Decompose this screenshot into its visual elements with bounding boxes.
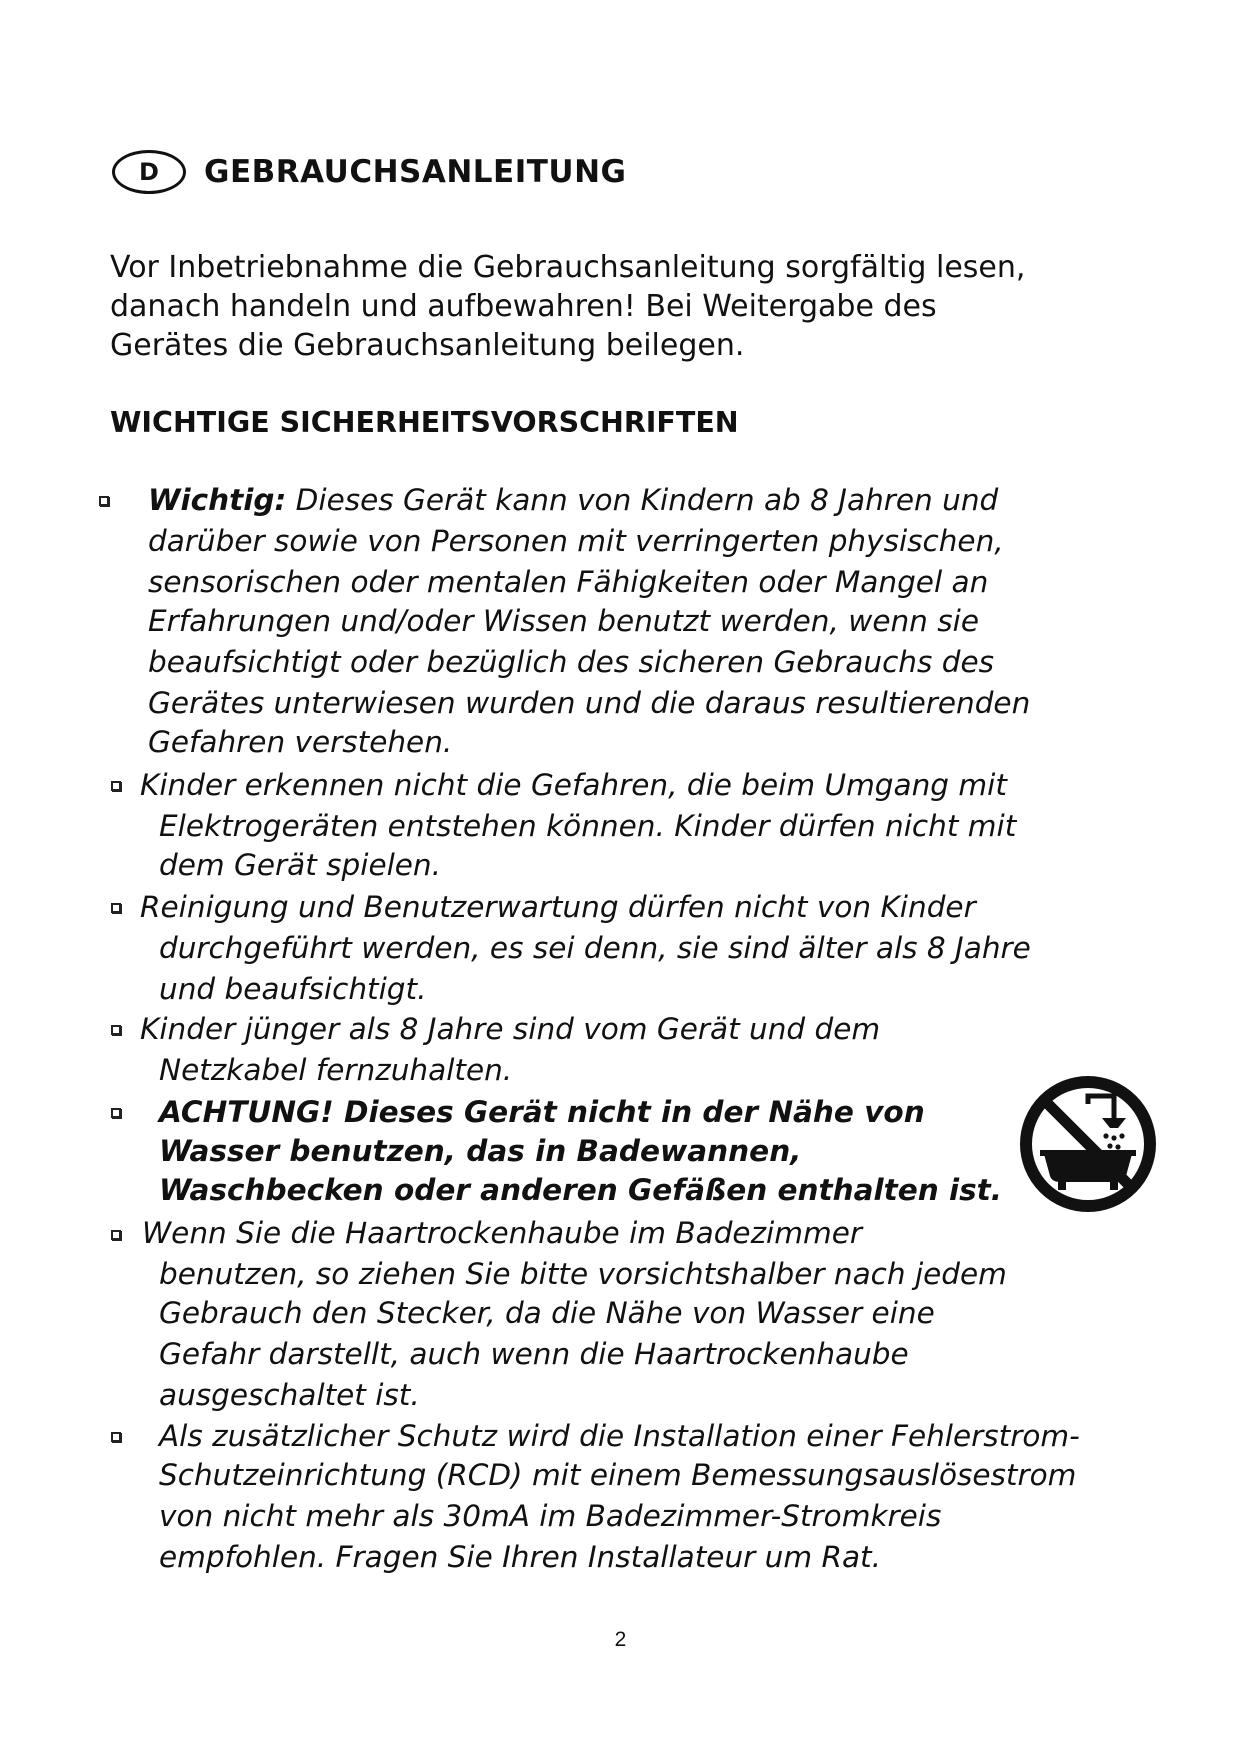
intro-paragraph <box>110 248 1120 365</box>
item-line: Waschbecken oder anderen Gefäßen enthalten ist. <box>159 1173 1002 1207</box>
item-line: ausgeschaltet ist. <box>159 1378 420 1412</box>
item-line: Gefahr darstellt, auch wenn die Haartrockenhaube <box>159 1337 909 1371</box>
language-badge: D <box>112 150 186 194</box>
item-line: Gerätes unterwiesen wurden und die daraus resultierenden <box>148 686 1031 720</box>
item-line: Gefahren verstehen. <box>148 725 453 759</box>
item-line: beaufsichtigt oder bezüglich des sicheren Gebrauchs des <box>148 645 994 679</box>
item-line: sensorischen oder mentalen Fähigkeiten oder Mangel an <box>148 565 989 599</box>
manual-title: GEBRAUCHSANLEITUNG <box>204 154 627 190</box>
item-line: ACHTUNG! Dieses Gerät nicht in der Nähe von <box>159 1095 925 1129</box>
checkbox-bullet-icon <box>111 781 121 791</box>
checkbox-bullet-icon <box>111 1432 121 1442</box>
page-number: 2 <box>614 1628 627 1651</box>
item-line: Kinder jünger als 8 Jahre sind vom Gerät und dem <box>140 1012 881 1046</box>
item-line: Schutzeinrichtung (RCD) mit einem Bemessungsauslösestrom <box>159 1458 1077 1492</box>
item-line: dem Gerät spielen. <box>159 848 442 882</box>
item-lead: Wichtig: <box>148 483 287 517</box>
checkbox-bullet-icon <box>111 903 121 913</box>
language-header <box>112 148 626 196</box>
intro-line: danach handeln und aufbewahren! Bei Weitergabe des <box>110 289 937 324</box>
item-line: empfohlen. Fragen Sie Ihren Installateur um Rat. <box>159 1540 881 1574</box>
checkbox-bullet-icon <box>111 1230 121 1240</box>
section-title: WICHTIGE SICHERHEITSVORSCHRIFTEN <box>110 406 739 439</box>
item-line: Gebrauch den Stecker, da die Nähe von Wasser eine <box>159 1296 935 1330</box>
checkbox-bullet-icon <box>99 496 109 506</box>
item-line: Wenn Sie die Haartrockenhaube im Badezimmer <box>142 1216 862 1250</box>
checkbox-bullet-icon <box>111 1025 121 1035</box>
item-line: benutzen, so ziehen Sie bitte vorsichtshalber nach jedem <box>159 1257 1007 1291</box>
item-line: Reinigung und Benutzerwartung dürfen nicht von Kinder <box>140 890 976 924</box>
item-line: darüber sowie von Personen mit verringerten physischen, <box>148 524 1004 558</box>
intro-line: Gerätes die Gebrauchsanleitung beilegen. <box>110 328 745 363</box>
no-bath-water-icon <box>1018 1074 1158 1214</box>
item-line: von nicht mehr als 30mA im Badezimmer-Stromkreis <box>159 1499 942 1533</box>
intro-line: Vor Inbetriebnahme die Gebrauchsanleitung sorgfältig lesen, <box>110 250 1026 285</box>
item-line: und beaufsichtigt. <box>159 972 427 1006</box>
item-line: Elektrogeräten entstehen können. Kinder dürfen nicht mit <box>159 809 1017 843</box>
item-line: Netzkabel fernzuhalten. <box>159 1053 513 1087</box>
checkbox-bullet-icon <box>111 1108 121 1118</box>
item-line: Erfahrungen und/oder Wissen benutzt werden, wenn sie <box>148 604 979 638</box>
item-line: durchgeführt werden, es sei denn, sie sind älter als 8 Jahre <box>159 931 1031 965</box>
item-line: Dieses Gerät kann von Kindern ab 8 Jahren und <box>286 483 999 517</box>
item-line: Wasser benutzen, das in Badewannen, <box>159 1134 802 1168</box>
item-line: Kinder erkennen nicht die Gefahren, die beim Umgang mit <box>140 768 1007 802</box>
item-line: Als zusätzlicher Schutz wird die Installation einer Fehlerstrom- <box>159 1419 1080 1453</box>
